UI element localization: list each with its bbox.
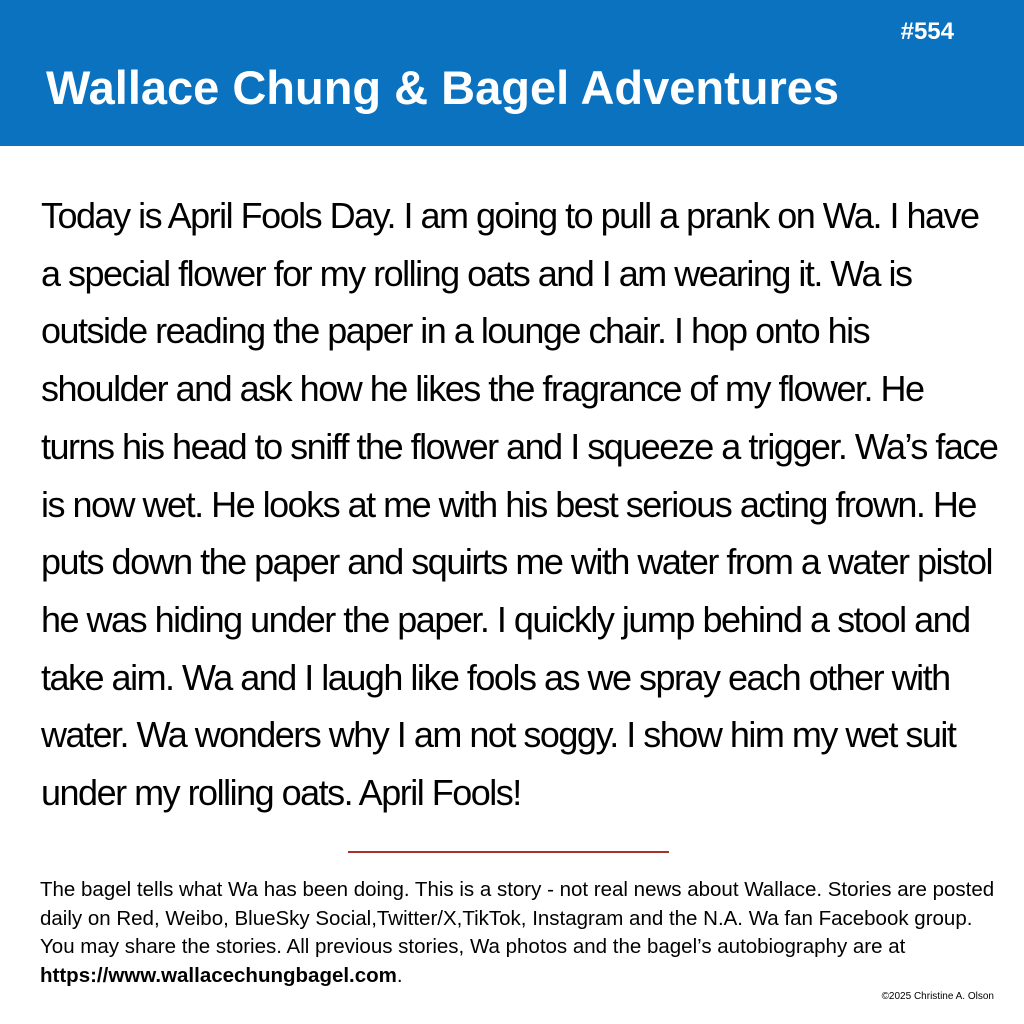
divider-line xyxy=(348,851,669,853)
story-number: #554 xyxy=(900,18,954,45)
footer-text xyxy=(40,876,1000,990)
story-text: Today is April Fools Day. I am going to pull a prank on Wa. I have a special flower for my rolling oats and I am wearing it. Wa is outside reading the paper in a lounge chair. I hop onto his shoulder and ask how he likes the fragrance of my flower. He turns his head to sniff the flower and I squeeze a trigger. Wa’s face is now wet. He looks at me with his best serious acting frown. He puts down the paper and squirts me with water from a water pistol he was hiding under the paper. I quickly jump behind a stool and take aim. Wa and I laugh like fools as we spray each other with water. Wa wonders why I am not soggy. I show him my wet suit under my rolling oats. April Fools! xyxy=(41,195,998,814)
footer-period: . xyxy=(396,963,403,987)
website-link[interactable]: https://www.wallacechungbagel.com xyxy=(40,963,397,987)
copyright-notice: ©2025 Christine A. Olson xyxy=(881,991,994,1002)
header-banner xyxy=(0,0,1024,146)
footer-note: The bagel tells what Wa has been doing. This is a story - not real news about Wallace. Stories are posted daily on Red, Weibo, BlueSky Social,Twitter/X,TikTok, Instagram and the N.A. Wa fan Facebook group. You may share the stories. All previous stories, Wa photos and the bagel’s autobiography are at xyxy=(40,878,995,958)
page-title: Wallace Chung & Bagel Adventures xyxy=(46,61,840,114)
